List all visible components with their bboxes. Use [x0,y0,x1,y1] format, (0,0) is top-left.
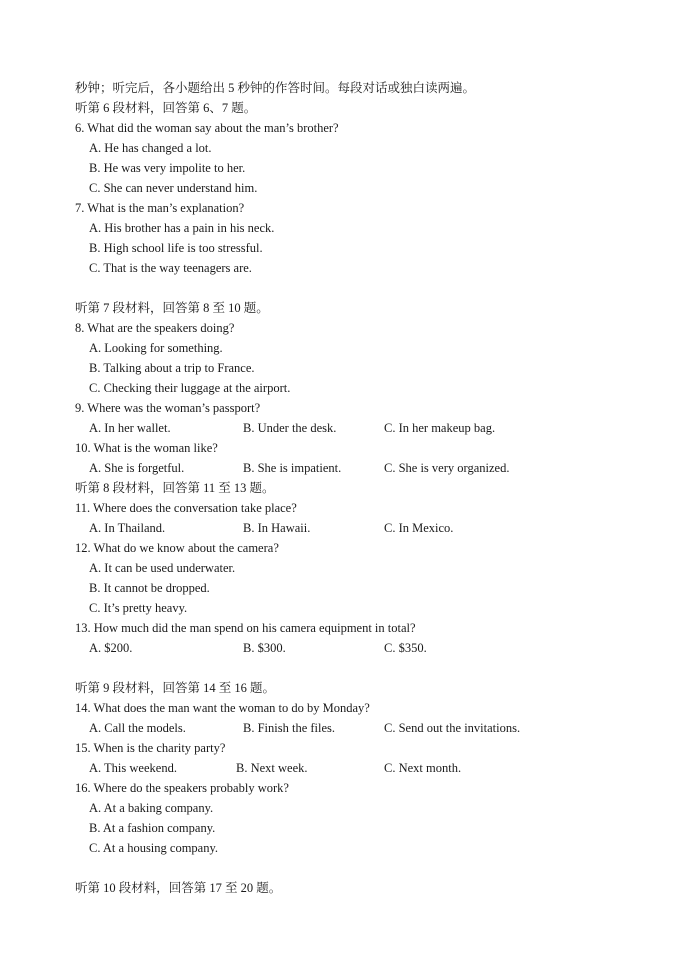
question-8: 8. What are the speakers doing? [75,321,235,335]
option-10a: A. She is forgetful. [89,461,185,475]
option-8c: C. Checking their luggage at the airport. [89,381,291,395]
option-16c: C. At a housing company. [89,841,219,855]
option-11a: A. In Thailand. [89,521,166,535]
question-12: 12. What do we know about the camera? [75,541,279,555]
option-7b: B. High school life is too stressful. [89,241,263,255]
option-10c: C. She is very organized. [384,461,510,475]
question-14: 14. What does the man want the woman to do by Monday? [75,701,370,715]
option-9c: C. In her makeup bag. [384,421,496,435]
option-12a: A. It can be used underwater. [89,561,236,575]
question-15: 15. When is the charity party? [75,741,226,755]
section-heading-9: 听第 9 段材料，回答第 14 至 16 题。 [75,681,276,695]
option-11c: C. In Mexico. [384,521,454,535]
option-10b: B. She is impatient. [243,461,342,475]
option-6b: B. He was very impolite to her. [89,161,246,175]
question-16: 16. Where do the speakers probably work? [75,781,289,795]
option-6c: C. She can never understand him. [89,181,258,195]
option-8b: B. Talking about a trip to France. [89,361,255,375]
option-15c: C. Next month. [384,761,462,775]
instruction-line: 秒钟；听完后，各小题给出 5 秒钟的作答时间。每段对话或独白读两遍。 [75,81,476,95]
option-9a: A. In her wallet. [89,421,171,435]
question-10: 10. What is the woman like? [75,441,218,455]
option-13a: A. $200. [89,641,133,655]
option-13c: C. $350. [384,641,427,655]
question-6: 6. What did the woman say about the man’s brother? [75,121,339,135]
option-6a: A. He has changed a lot. [89,141,212,155]
section-heading-10: 听第 10 段材料，回答第 17 至 20 题。 [75,881,282,895]
option-8a: A. Looking for something. [89,341,223,355]
question-11: 11. Where does the conversation take place? [75,501,297,515]
option-9b: B. Under the desk. [243,421,337,435]
option-12b: B. It cannot be dropped. [89,581,210,595]
option-16a: A. At a baking company. [89,801,214,815]
section-heading-7: 听第 7 段材料，回答第 8 至 10 题。 [75,301,269,315]
option-11b: B. In Hawaii. [243,521,311,535]
section-heading-8: 听第 8 段材料，回答第 11 至 13 题。 [75,481,275,495]
option-7a: A. His brother has a pain in his neck. [89,221,275,235]
option-14c: C. Send out the invitations. [384,721,521,735]
option-7c: C. That is the way teenagers are. [89,261,252,275]
option-13b: B. $300. [243,641,286,655]
option-14b: B. Finish the files. [243,721,336,735]
option-16b: B. At a fashion company. [89,821,216,835]
section-heading-6: 听第 6 段材料，回答第 6、7 题。 [75,101,257,115]
option-12c: C. It’s pretty heavy. [89,601,188,615]
question-7: 7. What is the man’s explanation? [75,201,245,215]
option-15b: B. Next week. [236,761,308,775]
option-15a: A. This weekend. [89,761,177,775]
question-13: 13. How much did the man spend on his camera equipment in total? [75,621,416,635]
question-9: 9. Where was the woman’s passport? [75,401,261,415]
option-14a: A. Call the models. [89,721,186,735]
